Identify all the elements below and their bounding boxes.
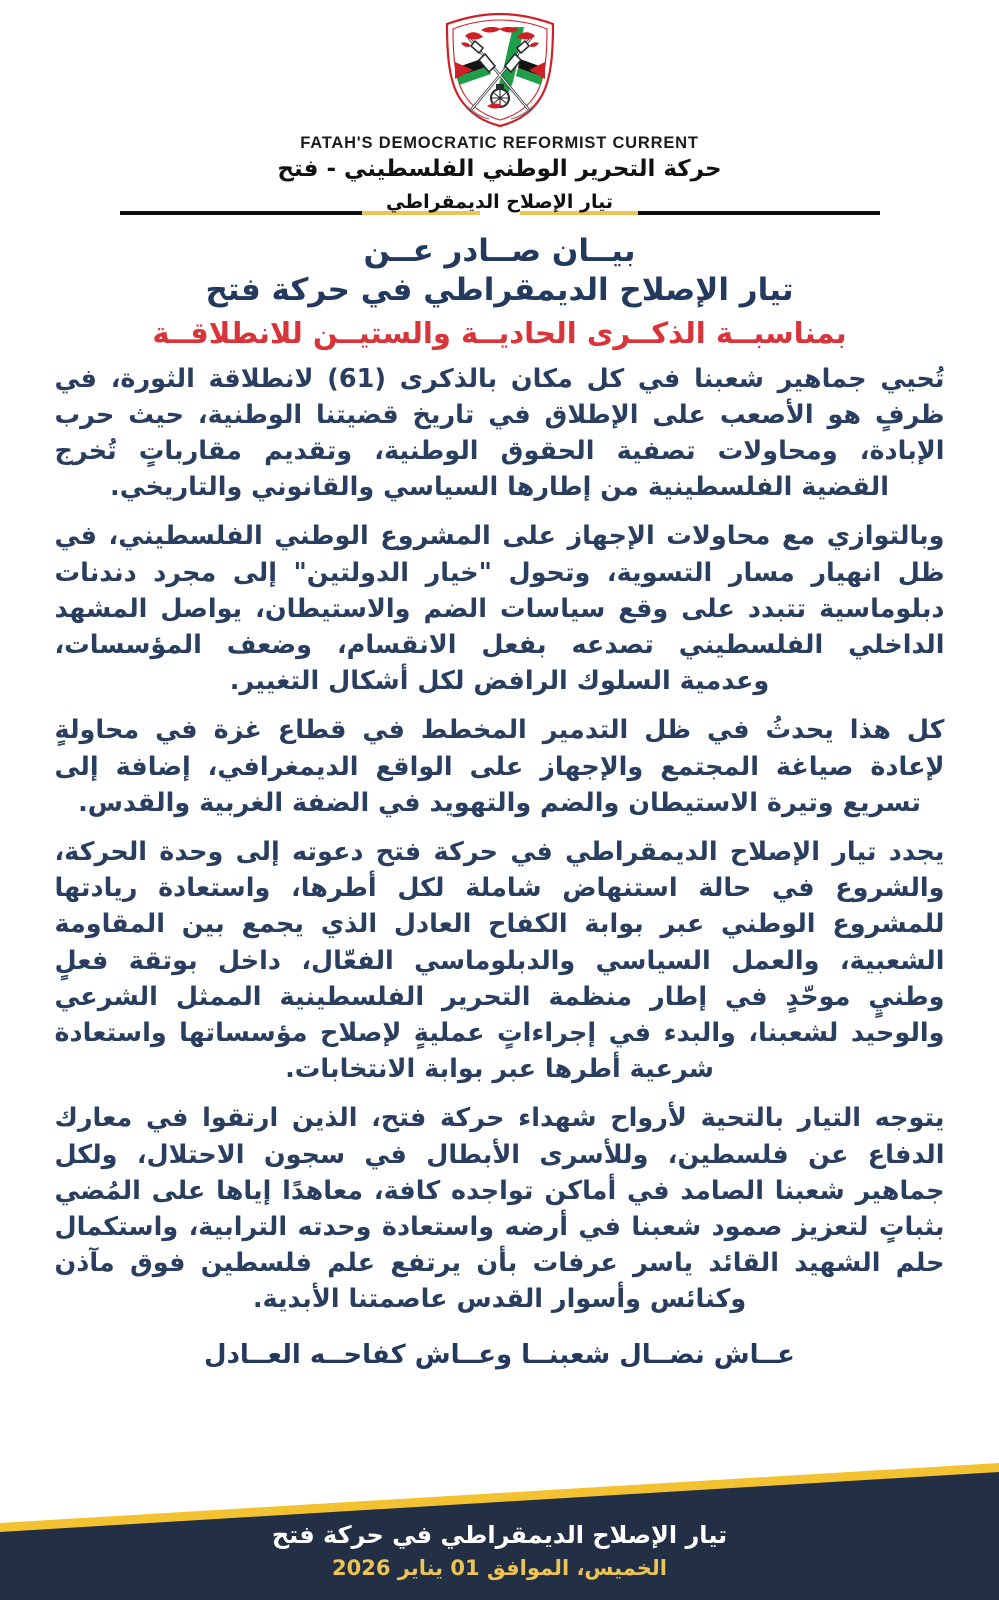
emblem-container (0, 10, 999, 132)
organization-name-english: FATAH'S DEMOCRATIC REFORMIST CURRENT (300, 134, 699, 152)
document-footer (0, 1425, 999, 1600)
organization-name-arabic: حركة التحرير الوطني الفلسطيني - فتح (277, 155, 722, 182)
paragraph: تُحيي جماهير شعبنا في كل مكان بالذكرى (61) لانطلاقة الثورة، في ظرفٍ هو الأصعب على الإطلاق في تاريخ قضيتنا الوطنية، حيث حرب الإبادة، ومحاولات تصفية الحقوق الوطنية، وتقديم مقارباتٍ تُخرج القضية الفلسطينية من إطارها السياسي والقانوني والتاريخي. (54, 363, 945, 503)
statement-body (55, 361, 945, 1370)
footer-text-block (0, 1519, 999, 1582)
statement-titles (0, 232, 999, 353)
title-line-2: تيار الإصلاح الديمقراطي في حركة فتح (205, 272, 794, 309)
title-line-1: بيــان صــادر عــن (363, 232, 636, 269)
header-divider (120, 190, 880, 220)
title-line-3-occasion: بمناسبــة الذكــرى الحاديــة والستيــن للانطلاقــة (152, 315, 847, 350)
paragraph: كل هذا يحدثُ في ظل التدمير المخطط في قطاع غزة في محاولةٍ لإعادة صياغة المجتمع والإجهاز على الواقع الديمغرافي، إضافة إلى تسريع وتيرة الاستيطان والضم والتهويد في الضفة الغربية والقدس. (54, 715, 945, 818)
paragraph: يتوجه التيار بالتحية لأرواح شهداء حركة فتح، الذين ارتقوا في معارك الدفاع عن فلسطين، وللأسرى الأبطال في سجون الاحتلال، ولكل جماهير شعبنا الصامد في أماكن تواجده كافة، معاهدًا إياها على المُضي بثباتٍ لتعزيز صمود شعبنا في أرضه واستعادة وحدته الترابية، واستكمال حلم الشهيد القائد ياسر عرفات بأن يرتفع علم فلسطين فوق مآذن وكنائس وأسوار القدس عاصمتنا الأبدية. (54, 1103, 945, 1315)
footer-organization-name: تيار الإصلاح الديمقراطي في حركة فتح (271, 1521, 728, 1550)
paragraph: يجدد تيار الإصلاح الديمقراطي في حركة فتح دعوته إلى وحدة الحركة، والشروع في حالة استنهاض شاملة لكل أطرها، واستعادة ريادتها للمشروع الوطني عبر بوابة الكفاح العادل الذي يجمع بين المقاومة الشعبية، والعمل السياسي والدبلوماسي الفعّال، داخل بوتقة فعلٍ وطنيٍ موحّدٍ في إطار منظمة التحرير الفلسطينية الممثل الشرعي والوحيد لشعبنا، والبدء في إجراءاتٍ عمليةٍ لإصلاح مؤسساتها واستعادة شرعية أطرها عبر بوابة الانتخابات. (54, 837, 945, 1085)
document-header (0, 0, 999, 220)
fatah-emblem-icon (425, 10, 575, 128)
closing-slogan: عــاش نضــال شعبنــا وعــاش كفاحــه العــادل (204, 1339, 795, 1370)
paragraph: وبالتوازي مع محاولات الإجهاز على المشروع الوطني الفلسطيني، في ظل انهيار مسار التسوية، وتحول "خيار الدولتين" إلى مجرد دندنات دبلوماسية تتبدد على وقع سياسات الضم والاستيطان، يواصل المشهد الداخلي الفلسطيني تصدعه بفعل الانقسام، وضعف المؤسسات، وعدمية السلوك الرافض لكل أشكال التغيير. (54, 521, 945, 697)
footer-date: الخميس، الموافق 01 يناير 2026 (332, 1555, 667, 1580)
divider-label: تيار الإصلاح الديمقراطي (386, 190, 613, 213)
